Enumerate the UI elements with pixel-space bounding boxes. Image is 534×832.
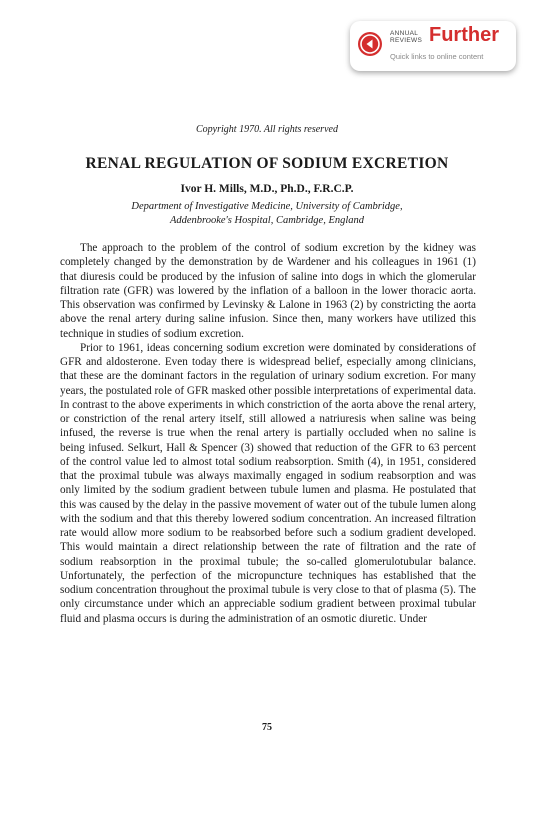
author-affiliation [0, 200, 534, 228]
body-paragraph-2: Prior to 1961, ideas concerning sodium excretion were dominated by considerations of GFR and aldosterone. Even today there is widespread belief, especially among clinicians, that these are the dominant factors in the regulation of urinary sodium excretion. For many years, the postulated role of GFR masked other possible interpretations of experimental data. In contrast to the above experiments in which constriction of the aorta above the renal artery, or constriction of the renal artery itself, still allowed a natriuresis when saline was being infused, the reverse is true when the renal artery is partially occluded when no saline is being infused. Selkurt, Hall & Spencer (3) showed that reduction of the GFR to 63 percent of the control value led to almost total sodium reabsorption. Smith (4), in 1951, considered that the proximal tubule was always maximally engaged in sodium reabsorption and was only limited by the sodium gradient between tubule lumen and plasma. He postulated that this was caused by the delay in the passive movement of water out of the tubule lumen along with the sodium and that this thereby lowered sodium concentration. An increased filtration rate would allow more sodium to be reabsorbed before such a sodium gradient developed. This would maintain a direct relationship between the rate of filtration and the rate of sodium reabsorption in the proximal tubule; the so-called glomerulotubular balance. Unfortunately, the perfection of the micropuncture techniques has established that the sodium concentration throughout the proximal tubule is very close to that of plasma (5). The only circumstance under which an appreciable sodium gradient between proximal tubular fluid and plasma occurs is during the administration of an osmotic diuretic. Under [60, 341, 476, 625]
badge-reviews: REVIEWS [390, 37, 423, 44]
article-body [60, 241, 476, 626]
body-paragraph-1: The approach to the problem of the control of sodium excretion by the kidney was completely changed by the demonstration by de Wardener and his colleagues in 1961 (1) that diuresis could be produced by the infusion of saline into dogs in which the glomerular filtration rate (GFR) was lowered by the inflation of a balloon in the lower thoracic aorta. This observation was confirmed by Levinsky & Lalone in 1963 (2) by constricting the aorta above the renal artery during saline infusion. Since then, many workers have utilized this technique in studies of sodium excretion. [60, 242, 476, 340]
affiliation-line-1: Department of Investigative Medicine, University of Cambridge, [131, 201, 403, 212]
arrow-left-icon [358, 32, 382, 56]
annual-reviews-logo-text [390, 30, 430, 44]
badge-annual: ANNUAL [390, 30, 419, 37]
badge-further-label: Further [429, 24, 499, 46]
article-author: Ivor H. Mills, M.D., Ph.D., F.R.C.P. [180, 183, 354, 195]
badge-subtitle: Quick links to online content [390, 52, 484, 61]
affiliation-line-2: Addenbrooke's Hospital, Cambridge, England [169, 215, 365, 226]
copyright-notice: Copyright 1970. All rights reserved [196, 124, 338, 135]
page-number: 75 [262, 722, 272, 733]
further-links-badge[interactable] [350, 21, 516, 71]
article-title: RENAL REGULATION OF SODIUM EXCRETION [85, 155, 449, 172]
